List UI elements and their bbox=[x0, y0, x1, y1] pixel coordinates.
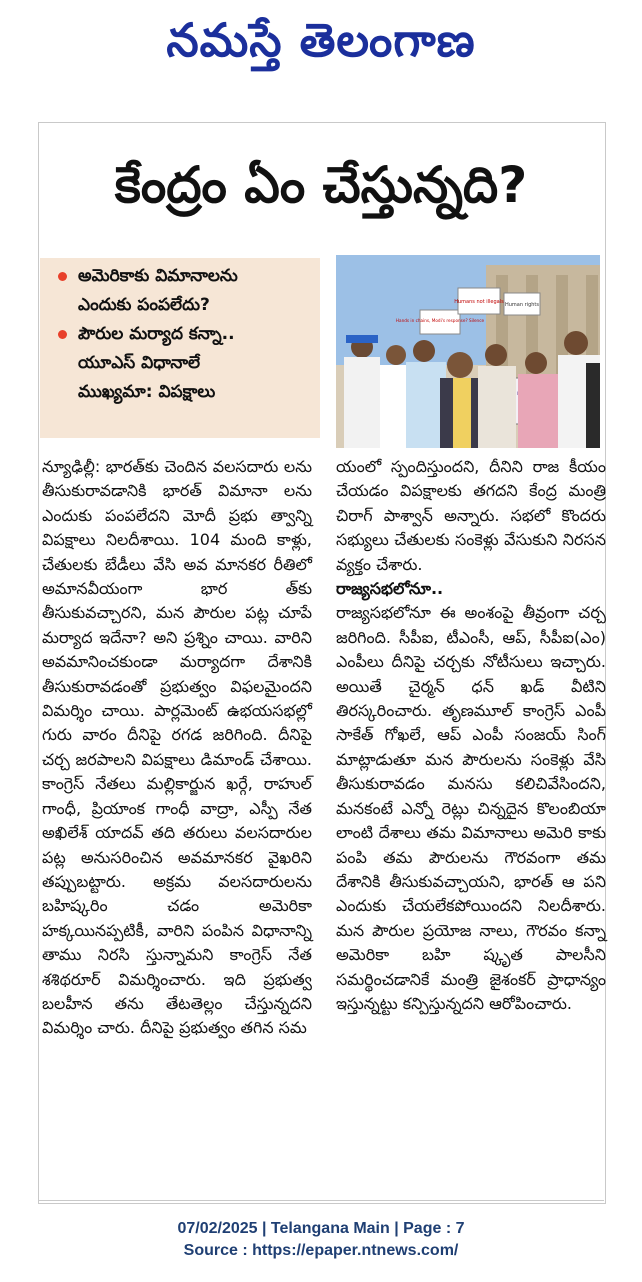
highlight-item bbox=[52, 262, 316, 320]
article-paragraph: యంలో స్పందిస్తుందని, దీనిని రాజ కీయం చేయడం విపక్షాలకు తగదని కేంద్ర మంత్రి చిరాగ్ పాశ్వాన్ అన్నారు. సభలో కొందరు సభ్యులు చేతులకు సంకెళ్లు వేసుకుని నిరసన వ్యక్తం చేశారు. bbox=[336, 457, 606, 574]
headline: కేంద్రం ఏం చేస్తున్నది? bbox=[114, 156, 528, 214]
article-column-1 bbox=[42, 455, 312, 1041]
placard-text: Human rights bbox=[505, 302, 539, 308]
highlight-item bbox=[52, 320, 316, 407]
protest-photo bbox=[336, 255, 600, 448]
article-paragraph: న్యూఢిల్లీ: భారత్‌కు చెందిన వలసదారు లను తీసుకురావడానికి భారత్ విమానా లను ఎందుకు పంపలేదని మోదీ ప్రభు త్వాన్ని విపక్షాలు నిలదీశాయి. 104 మంది కాళ్లు, చేతులకు బేడీలు వేసి అవ మానకర రీతిలో అమానవీయంగా భార త్‌కు తీసుకువచ్చారని, మన పౌరుల పట్ల చూపే మర్యాద ఇదేనా? అని ప్రశ్నిం చాయి. వారిని అవమానించకుండా మర్యాదగా దేశానికి తీసుకురావడంతో ప్రభుత్వం విఫలమైందని విమర్శిం చాయి. పార్లమెంట్ ఉభయసభల్లో గురు వారం దీనిపై రగడ జరిగింది. దీనిపై చర్చ జరపాలని విపక్షాలు డిమాండ్ చేశాయి. కాంగ్రెస్ నేతలు మల్లికార్జున ఖర్గే, రాహుల్ గాంధీ, ప్రియాంక గాంధీ వాద్రా, ఎస్పీ నేత అఖిలేశ్ యాదవ్ తది తరులు వలసదారుల పట్ల అనుసరించిన అవమానకర వైఖరిని తప్పుబట్టారు. అక్రమ వలసదారులను బహిష్కరిం చడం అమెరికా హక్కయినప్పటికీ, వారిని పంపిన విధానాన్ని తాము నిరసి స్తున్నామని కాంగ్రెస్ నేత శశిథరూర్ విమర్శించారు. ఇది ప్రభుత్వ బలహీన తను తేటతెల్లం చేస్తున్నదని విమర్శిం చారు. దీనిపై ప్రభుత్వం తగిన సమ bbox=[42, 457, 312, 1038]
article-column-2 bbox=[336, 455, 606, 1016]
highlight-line: ముఖ్యమా: విపక్షాలు bbox=[78, 382, 216, 402]
bullet-dot-icon bbox=[58, 330, 67, 339]
highlight-line: అమెరికాకు విమానాలను bbox=[78, 266, 238, 286]
highlights-list bbox=[52, 262, 316, 407]
placard-text: Humans not illegals bbox=[454, 299, 504, 305]
edition-info: 07/02/2025 | Telangana Main | Page : 7 bbox=[177, 1220, 465, 1237]
source-link[interactable]: Source : https://epaper.ntnews.com/ bbox=[183, 1242, 459, 1259]
footer-divider bbox=[38, 1200, 604, 1201]
highlight-line: ఎందుకు పంపలేదు? bbox=[78, 295, 210, 315]
bullet-dot-icon bbox=[58, 272, 67, 281]
masthead-logo: నమస్తే తెలంగాణ bbox=[166, 13, 476, 67]
placard-text: Hands in chains, Modi's response? Silence bbox=[395, 318, 485, 323]
subheading: రాజ్యసభలోనూ.. bbox=[336, 579, 444, 599]
source-footer bbox=[0, 1218, 642, 1262]
highlight-line: యూఎస్ విధానాలే bbox=[78, 353, 201, 373]
article-paragraph: రాజ్యసభలోనూ ఈ అంశంపై తీవ్రంగా చర్చ జరిగింది. సీపీఐ, టీఎంసీ, ఆప్, సీపీఐ(ఎం) ఎంపీలు దీనిపై చర్చకు నోటీసులు ఇచ్చారు. అయితే చైర్మన్ ధన్ ఖడ్ వీటిని తిరస్కరించారు. తృణమూల్ కాంగ్రెస్ ఎంపీ సాకేత్ గోఖలే, ఆప్ ఎంపీ సంజయ్ సింగ్ మాట్లాడుతూ మన పౌరులను సంకెళ్లు వేసి తీసుకురావడం మనసు కలిచివేసిందని, మనకంటే ఎన్నో రెట్లు చిన్నదైన కొలంబియా లాంటి దేశాలు తమ విమానాలు అమెరి కాకు పంపి తమ పౌరులను గౌరవంగా తమ దేశానికి తీసుకువచ్చాయని, భారత్ ఆ పని ఎందుకు చేయలేకపోయిందని నిలదీశారు. మన పౌరుల ప్రయోజ నాలు, గౌరవం కన్నా అమెరికా బహి ష్కృత పాలసీని సమర్థించడానికే మంత్రి జైశంకర్ ప్రాధాన్యం ఇస్తున్నట్టు కన్పిస్తున్నదని ఆరోపించారు. bbox=[336, 603, 606, 1013]
highlight-line: పౌరుల మర్యాద కన్నా.. bbox=[78, 324, 235, 344]
protest-photo-illustration bbox=[336, 255, 600, 448]
